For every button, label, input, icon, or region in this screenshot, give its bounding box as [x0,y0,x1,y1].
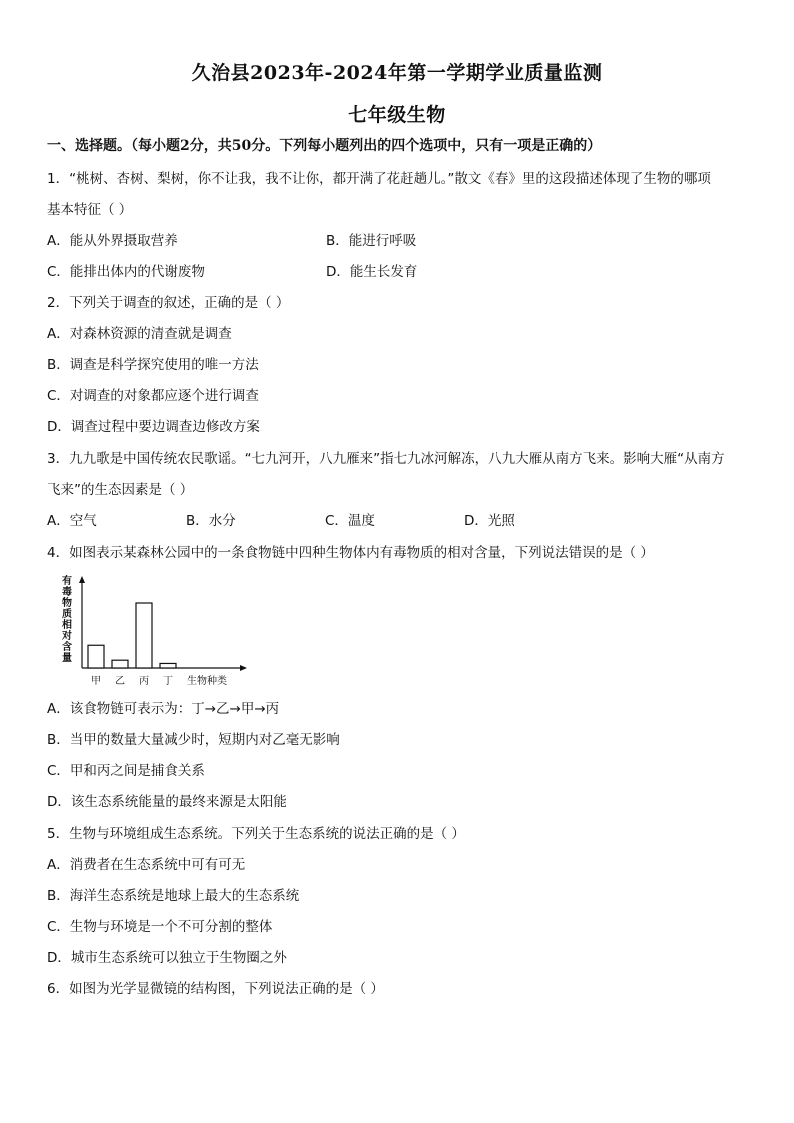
q4-option-a: A．该食物链可表示为：丁→乙→甲→丙 [47,701,280,717]
y-axis-arrow [79,576,85,583]
q5-option-a: A．消费者在生态系统中可有可无 [47,857,246,873]
q2-option-b: B．调查是科学探究使用的唯一方法 [47,357,259,373]
q6-stem: 6．如图为光学显微镜的结构图，下列说法正确的是（ ） [47,981,384,997]
q1-option-a: A．能从外界摄取营养 [47,233,178,249]
q1-option-b: B．能进行呼吸 [326,233,417,249]
x-axis-arrow [240,665,247,671]
y-axis-label-char: 相 [62,620,72,631]
q1-option-c: C．能排出体内的代谢废物 [47,264,205,280]
bar-2 [112,660,128,668]
x-axis-label: 生物种类 [187,676,227,687]
x-tick-label: 乙 [115,676,125,687]
bar-4 [160,663,176,668]
q4-option-d: D．该生态系统能量的最终来源是太阳能 [47,794,287,810]
q1-stem-line2: 基本特征（ ） [47,202,133,218]
q4-option-b: B．当甲的数量大量减少时，短期内对乙毫无影响 [47,732,340,748]
x-tick-label: 丁 [163,676,173,687]
y-axis-label-char: 有 [62,576,72,587]
exam-subtitle: 七年级生物 [348,104,446,126]
q2-option-a: A．对森林资源的清查就是调查 [47,326,232,342]
q4-stem: 4．如图表示某森林公园中的一条食物链中四种生物体内有毒物质的相对含量，下列说法错误的是（ ） [47,545,654,561]
q3-option-c: C．温度 [325,513,375,529]
q2-option-c: C．对调查的对象都应逐个进行调查 [47,388,259,404]
y-axis-label-char: 物 [62,598,72,609]
q2-option-d: D．调查过程中要边调查边修改方案 [47,419,260,435]
q5-stem: 5．生物与环境组成生态系统。下列关于生态系统的说法正确的是（ ） [47,826,465,842]
q4-option-c: C．甲和丙之间是捕食关系 [47,763,205,779]
y-axis-label-char: 毒 [62,587,72,598]
section-heading: 一、选择题。（每小题2分，共50分。下列每小题列出的四个选项中，只有一项是正确的） [47,138,602,154]
bar-3 [136,603,152,668]
exam-title: 久治县2023年-2024年第一学期学业质量监测 [191,62,603,84]
x-tick-label: 甲 [91,676,101,687]
q3-option-a: A．空气 [47,513,97,529]
y-axis-label-char: 含 [62,642,72,653]
q3-stem-line2: 飞来”的生态因素是（ ） [47,482,194,498]
y-axis-label-char: 对 [62,631,72,642]
y-axis-label-char: 量 [62,653,72,664]
q1-stem-line1: 1．“桃树、杏树、梨树，你不让我，我不让你，都开满了花赶趟儿。”散文《春》里的这段描述体现了生物的哪项 [47,171,711,187]
bar-1 [88,645,104,668]
q3-stem-line1: 3．九九歌是中国传统农民歌谣。“七九河开，八九雁来”指七九冰河解冻，八九大雁从南方飞来。影响大雁“从南方 [47,451,725,467]
y-axis-label [61,574,72,664]
q3-option-b: B．水分 [186,513,236,529]
q3-option-d: D．光照 [464,513,515,529]
q5-option-d: D．城市生态系统可以独立于生物圈之外 [47,950,287,966]
q5-option-c: C．生物与环境是一个不可分割的整体 [47,919,273,935]
q1-option-d: D．能生长发育 [326,264,418,280]
x-tick-label: 丙 [139,676,149,687]
y-axis-label-char: 质 [62,609,72,620]
q2-stem: 2．下列关于调查的叙述，正确的是（ ） [47,295,290,311]
q5-option-b: B．海洋生态系统是地球上最大的生态系统 [47,888,300,904]
toxin-bar-chart [55,572,255,690]
